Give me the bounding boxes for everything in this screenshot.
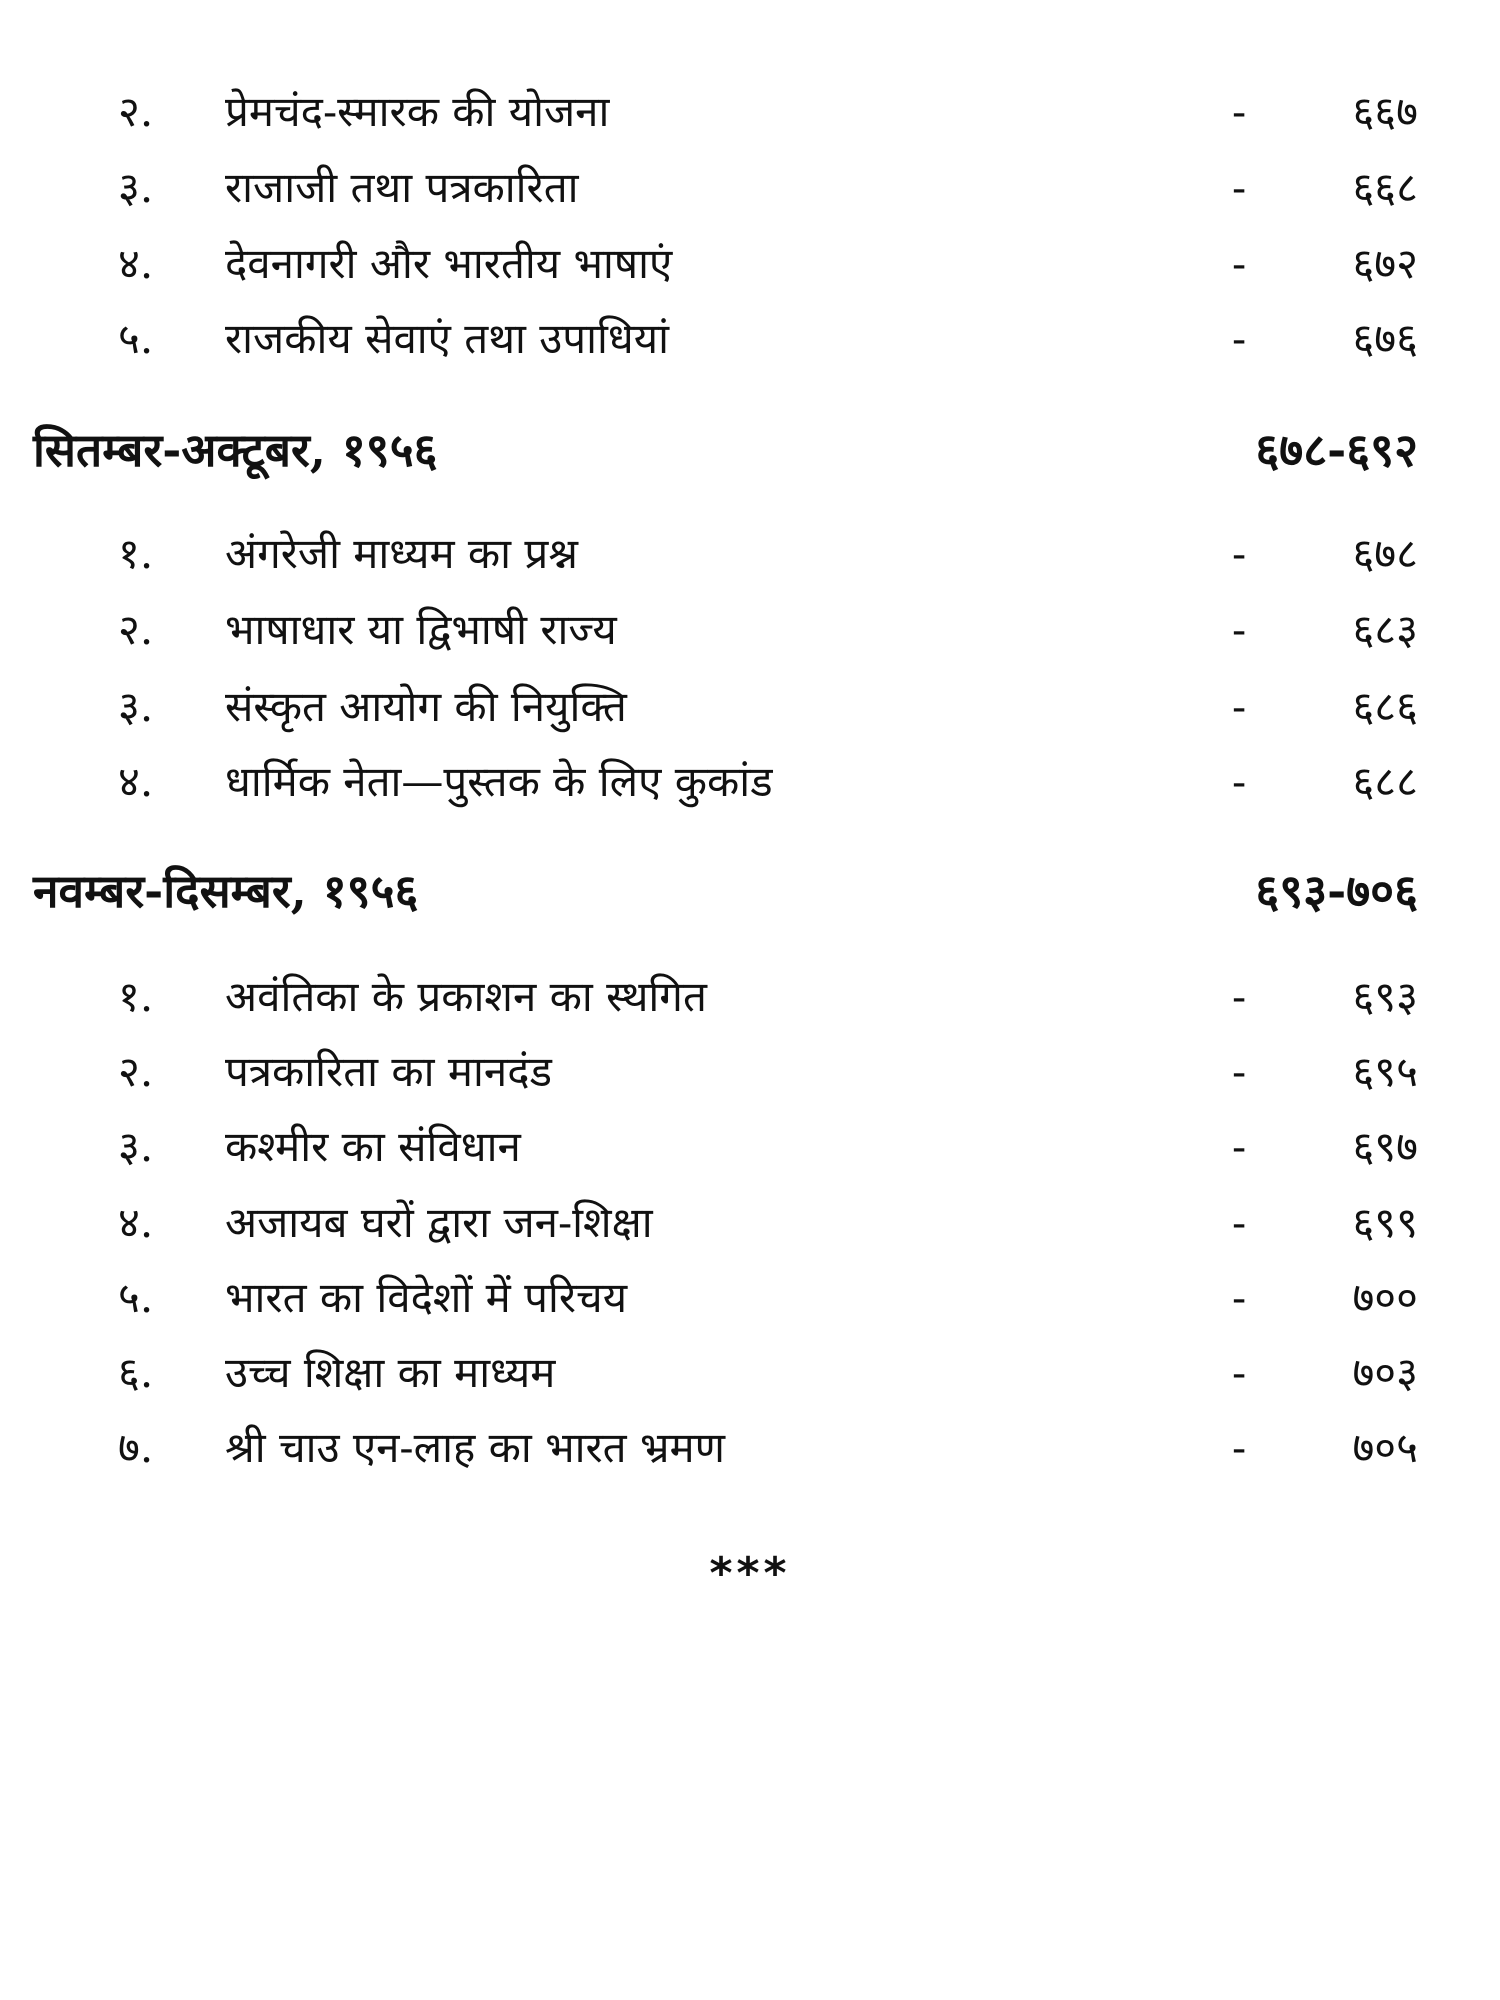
list-item <box>0 82 1500 142</box>
list-item <box>0 1268 1500 1328</box>
entry-title: प्रेमचंद-स्मारक की योजना <box>225 87 610 136</box>
entry-page-number: ६६७ <box>1352 87 1418 136</box>
entry-number: ४. <box>118 757 154 806</box>
entry-dash: - <box>1232 1348 1247 1397</box>
entry-page-number: ६७२ <box>1352 239 1418 288</box>
entry-dash: - <box>1232 529 1247 578</box>
entry-number: ३. <box>118 1122 154 1171</box>
entry-title: भाषाधार या द्विभाषी राज्य <box>225 605 617 654</box>
entry-title: अजायब घरों द्वारा जन-शिक्षा <box>225 1198 653 1247</box>
entry-number: ३. <box>118 682 154 731</box>
entry-number: २. <box>118 605 154 654</box>
list-item <box>0 677 1500 737</box>
entry-dash: - <box>1232 87 1247 136</box>
entry-number: ४. <box>118 239 154 288</box>
entry-title: संस्कृत आयोग की नियुक्ति <box>225 682 627 731</box>
entry-title: कश्मीर का संविधान <box>225 1122 521 1171</box>
end-mark: *** <box>709 1548 791 1599</box>
entry-number: २. <box>118 1047 154 1096</box>
list-item <box>0 1042 1500 1102</box>
entry-dash: - <box>1232 314 1247 363</box>
entry-title: भारत का विदेशों में परिचय <box>225 1273 628 1322</box>
entry-page-number: ६७८ <box>1352 529 1418 578</box>
entry-page-number: ६९५ <box>1352 1047 1418 1096</box>
entry-dash: - <box>1232 1122 1247 1171</box>
section-page-range: ६७८-६९२ <box>1255 423 1418 477</box>
entry-page-number: ६९७ <box>1352 1122 1418 1171</box>
entry-number: ४. <box>118 1198 154 1247</box>
entry-title: अवंतिका के प्रकाशन का स्थगित <box>225 972 707 1021</box>
list-item <box>0 1117 1500 1177</box>
entry-title: अंगरेजी माध्यम का प्रश्न <box>225 529 578 578</box>
list-item <box>0 752 1500 812</box>
section-page-range: ६९३-७०६ <box>1255 864 1418 918</box>
entry-page-number: ६९३ <box>1352 972 1418 1021</box>
entry-dash: - <box>1232 1423 1247 1472</box>
entry-number: ५. <box>118 314 154 363</box>
entry-dash: - <box>1232 1273 1247 1322</box>
entry-title: उच्च शिक्षा का माध्यम <box>225 1348 556 1397</box>
list-item <box>0 309 1500 369</box>
entry-dash: - <box>1232 757 1247 806</box>
list-item <box>0 1193 1500 1253</box>
entry-page-number: ७०३ <box>1352 1348 1418 1397</box>
entry-number: ६. <box>118 1348 154 1397</box>
entry-title: श्री चाउ एन-लाह का भारत भ्रमण <box>225 1423 725 1472</box>
entry-dash: - <box>1232 972 1247 1021</box>
entry-title: राजकीय सेवाएं तथा उपाधियां <box>225 314 669 363</box>
entry-dash: - <box>1232 605 1247 654</box>
section-title: नवम्बर-दिसम्बर, १९५६ <box>33 864 419 918</box>
entry-dash: - <box>1232 682 1247 731</box>
entry-number: १. <box>118 529 154 578</box>
entry-title: राजाजी तथा पत्रकारिता <box>225 163 579 212</box>
entry-title: पत्रकारिता का मानदंड <box>225 1047 552 1096</box>
entry-page-number: ७०० <box>1352 1273 1418 1322</box>
entry-title: देवनागरी और भारतीय भाषाएं <box>225 239 673 288</box>
list-item <box>0 234 1500 294</box>
entry-page-number: ७०५ <box>1352 1423 1418 1472</box>
list-item <box>0 967 1500 1027</box>
entry-page-number: ६८६ <box>1352 682 1418 731</box>
list-item <box>0 600 1500 660</box>
entry-number: २. <box>118 87 154 136</box>
list-item <box>0 524 1500 584</box>
entry-page-number: ६६८ <box>1352 163 1418 212</box>
list-item <box>0 158 1500 218</box>
entry-number: ५. <box>118 1273 154 1322</box>
entry-page-number: ६८८ <box>1352 757 1418 806</box>
list-item <box>0 1418 1500 1478</box>
entry-number: ७. <box>118 1423 154 1472</box>
section-heading <box>0 415 1500 485</box>
list-item <box>0 1343 1500 1403</box>
entry-title: धार्मिक नेता—पुस्तक के लिए कुकांड <box>225 757 773 806</box>
entry-page-number: ६९९ <box>1352 1198 1418 1247</box>
section-title: सितम्बर-अक्टूबर, १९५६ <box>33 423 438 477</box>
section-heading <box>0 856 1500 926</box>
entry-dash: - <box>1232 239 1247 288</box>
entry-page-number: ६७६ <box>1352 314 1418 363</box>
entry-dash: - <box>1232 1198 1247 1247</box>
entry-number: ३. <box>118 163 154 212</box>
entry-dash: - <box>1232 163 1247 212</box>
entry-number: १. <box>118 972 154 1021</box>
entry-dash: - <box>1232 1047 1247 1096</box>
entry-page-number: ६८३ <box>1352 605 1418 654</box>
